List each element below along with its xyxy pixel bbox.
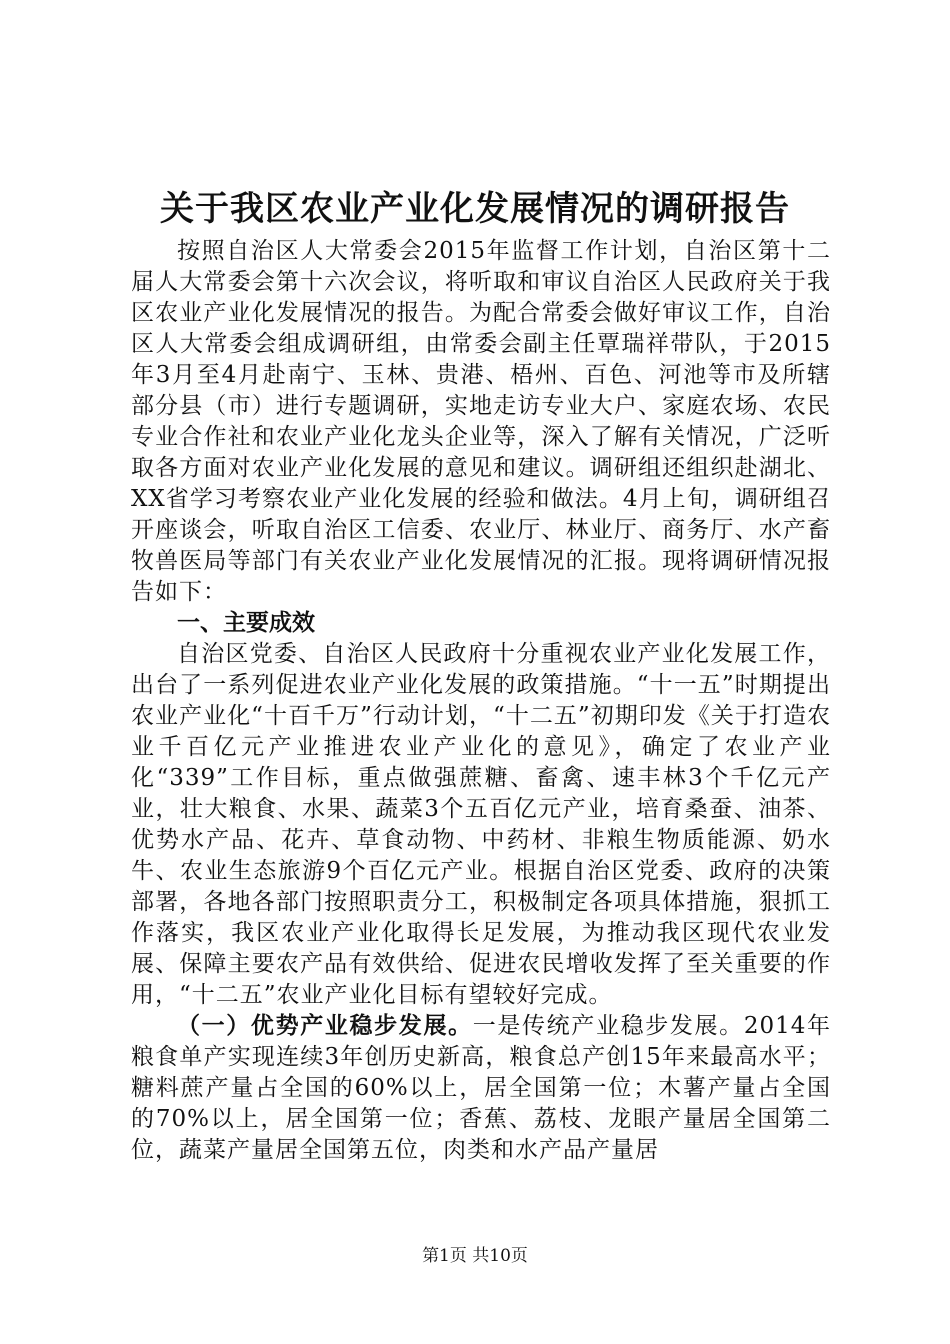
intro-paragraph: 按照自治区人大常委会2015年监督工作计划，自治区第十二届人大常委会第十六次会议，将听取和审议自治区人民政府关于我区农业产业化发展情况的报告。为配合常委会做好审议工作，自治区人大常委会组成调研组，由常委会副主任覃瑞祥带队，于2015年3月至4月赴南宁、玉林、贵港、梧州、百色、河池等市及所辖部分县（市）进行专题调研，实地走访专业大户、家庭农场、农民专业合作社和农业产业化龙头企业等，深入了解有关情况，广泛听取各方面对农业产业化发展的意见和建议。调研组还组织赴湖北、XX省学习考察农业产业化发展的经验和做法。4月上旬，调研组召开座谈会，听取自治区工信委、农业厅、林业厅、商务厅、水产畜牧兽医局等部门有关农业产业化发展情况的汇报。现将调研情况报告如下：	[131, 238, 831, 605]
document-title: 关于我区农业产业化发展情况的调研报告	[160, 189, 790, 229]
subsection-lead-heading: （一）优势产业稳步发展。	[177, 1013, 473, 1039]
section-heading-main-achievements: 一、主要成效	[177, 610, 315, 636]
page-number-footer: 第1页 共10页	[422, 1246, 528, 1266]
subsection-paragraph-advantage-industries	[131, 1011, 831, 1166]
subsection-body-text: 一是传统产业稳步发展。2014年粮食单产实现连续3年创历史新高，粮食总产创15年来最高水平；糖料蔗产量占全国的60%以上，居全国第一位；木薯产量占全国的70%以上，居全国第一位；香蕉、荔枝、龙眼产量居全国第二位，蔬菜产量居全国第五位，肉类和水产品产量居	[131, 1013, 831, 1163]
document-body	[131, 236, 831, 1166]
section-paragraph-main-achievements: 自治区党委、自治区人民政府十分重视农业产业化发展工作，出台了一系列促进农业产业化发展的政策措施。“十一五”时期提出农业产业化“十百千万”行动计划，“十二五”初期印发《关于打造农业千百亿元产业推进农业产业化的意见》，确定了农业产业化“339”工作目标，重点做强蔗糖、畜禽、速丰林3个千亿元产业，壮大粮食、水果、蔬菜3个五百亿元产业，培育桑蚕、油茶、优势水产品、花卉、草食动物、中药材、非粮生物质能源、奶水牛、农业生态旅游9个百亿元产业。根据自治区党委、政府的决策部署，各地各部门按照职责分工，积极制定各项具体措施，狠抓工作落实，我区农业产业化取得长足发展，为推动我区现代农业发展、保障主要农产品有效供给、促进农民增收发挥了至关重要的作用，“十二五”农业产业化目标有望较好完成。	[131, 641, 831, 1008]
